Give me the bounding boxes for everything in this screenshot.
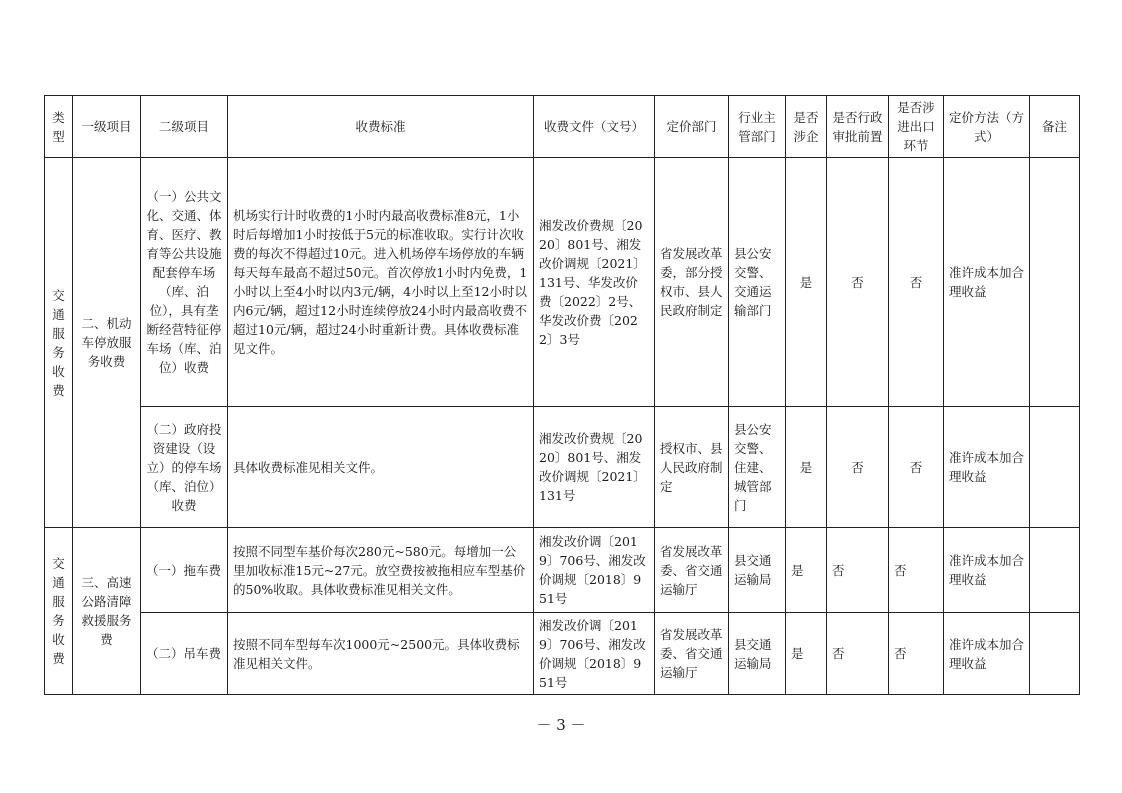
type-cell: 交通服务收费	[45, 158, 73, 528]
header-import-export: 是否涉进出口环节	[889, 96, 944, 158]
header-doc: 收费文件（文号）	[534, 96, 655, 158]
header-industry-dept: 行业主管部门	[729, 96, 786, 158]
header-standard: 收费标准	[228, 96, 534, 158]
pricing-dept-cell: 授权市、县人民政府制定	[655, 407, 729, 528]
doc-cell: 湘发改价费规〔2020〕801号、湘发改价调规〔2021〕131号	[534, 407, 655, 528]
item-cell: （一）拖车费	[141, 528, 228, 613]
method-cell: 准许成本加合理收益	[944, 613, 1030, 695]
page-number: － 3 －	[536, 716, 586, 734]
import-export-cell: 否	[889, 407, 944, 528]
table-row	[45, 528, 1080, 613]
standard-cell: 按照不同型车基价每次280元~580元。每增加一公里加收标准15元~27元。放空费按被拖相应车型基价的50%收取。具体收费标准见相关文件。	[228, 528, 534, 613]
pricing-dept-cell: 省发展改革委、省交通运输厅	[655, 613, 729, 695]
standard-cell: 按照不同车型每车次1000元~2500元。具体收费标准见相关文件。	[228, 613, 534, 695]
method-cell: 准许成本加合理收益	[944, 528, 1030, 613]
table-row	[45, 613, 1080, 695]
header-row	[45, 96, 1080, 158]
fee-table	[44, 95, 1080, 695]
import-export-cell: 否	[889, 528, 944, 613]
remark-cell	[1030, 528, 1080, 613]
item-cell: （二）政府投资建设（设立）的停车场（库、泊位）收费	[141, 407, 228, 528]
industry-dept-cell: 县公安交警、住建、城管部门	[729, 407, 786, 528]
header-enterprise: 是否涉企	[786, 96, 827, 158]
approval-cell: 否	[827, 613, 889, 695]
remark-cell	[1030, 613, 1080, 695]
header-method: 定价方法（方式）	[944, 96, 1030, 158]
enterprise-cell: 是	[786, 528, 827, 613]
industry-dept-cell: 县交通运输局	[729, 613, 786, 695]
header-remark: 备注	[1030, 96, 1080, 158]
approval-cell: 否	[827, 528, 889, 613]
table-row	[45, 158, 1080, 407]
header-pricing-dept: 定价部门	[655, 96, 729, 158]
standard-cell: 具体收费标准见相关文件。	[228, 407, 534, 528]
header-level1: 一级项目	[73, 96, 141, 158]
level1-cell: 二、机动车停放服务收费	[73, 158, 141, 528]
import-export-cell: 否	[889, 613, 944, 695]
remark-cell	[1030, 158, 1080, 407]
table-row	[45, 407, 1080, 528]
industry-dept-cell: 县公安交警、交通运输部门	[729, 158, 786, 407]
item-cell: （一）公共文化、交通、体育、医疗、教育等公共设施配套停车场（库、泊位），具有垄断经营特征停车场（库、泊位）收费	[141, 158, 228, 407]
enterprise-cell: 是	[786, 158, 827, 407]
approval-cell: 否	[827, 158, 889, 407]
method-cell: 准许成本加合理收益	[944, 158, 1030, 407]
type-cell: 交通服务收费	[45, 528, 73, 695]
pricing-dept-cell: 省发展改革委，部分授权市、县人民政府制定	[655, 158, 729, 407]
industry-dept-cell: 县交通运输局	[729, 528, 786, 613]
header-type: 类型	[45, 96, 73, 158]
method-cell: 准许成本加合理收益	[944, 407, 1030, 528]
item-cell: （二）吊车费	[141, 613, 228, 695]
approval-cell: 否	[827, 407, 889, 528]
doc-cell: 湘发改价费规〔2020〕801号、湘发改价调规〔2021〕131号、华发改价费〔2022〕2号、华发改价费〔2022〕3号	[534, 158, 655, 407]
header-approval: 是否行政审批前置	[827, 96, 889, 158]
doc-cell: 湘发改价调〔2019〕706号、湘发改价调规〔2018〕951号	[534, 613, 655, 695]
standard-cell: 机场实行计时收费的1小时内最高收费标准8元，1小时后每增加1小时按低于5元的标准收取。实行计次收费的每次不得超过10元。进入机场停车场停放的车辆每天每车最高不超过50元。首次停放1小时内免费，1小时以上至4小时以内3元/辆，4小时以上至12小时以内6元/辆，超过12小时连续停放24小时内最高收费不超过10元/辆，超过24小时重新计费。具体收费标准见文件。	[228, 158, 534, 407]
enterprise-cell: 是	[786, 613, 827, 695]
doc-cell: 湘发改价调〔2019〕706号、湘发改价调规〔2018〕951号	[534, 528, 655, 613]
import-export-cell: 否	[889, 158, 944, 407]
header-level2: 二级项目	[141, 96, 228, 158]
enterprise-cell: 是	[786, 407, 827, 528]
remark-cell	[1030, 407, 1080, 528]
pricing-dept-cell: 省发展改革委、省交通运输厅	[655, 528, 729, 613]
level1-cell: 三、高速公路清障救援服务费	[73, 528, 141, 695]
